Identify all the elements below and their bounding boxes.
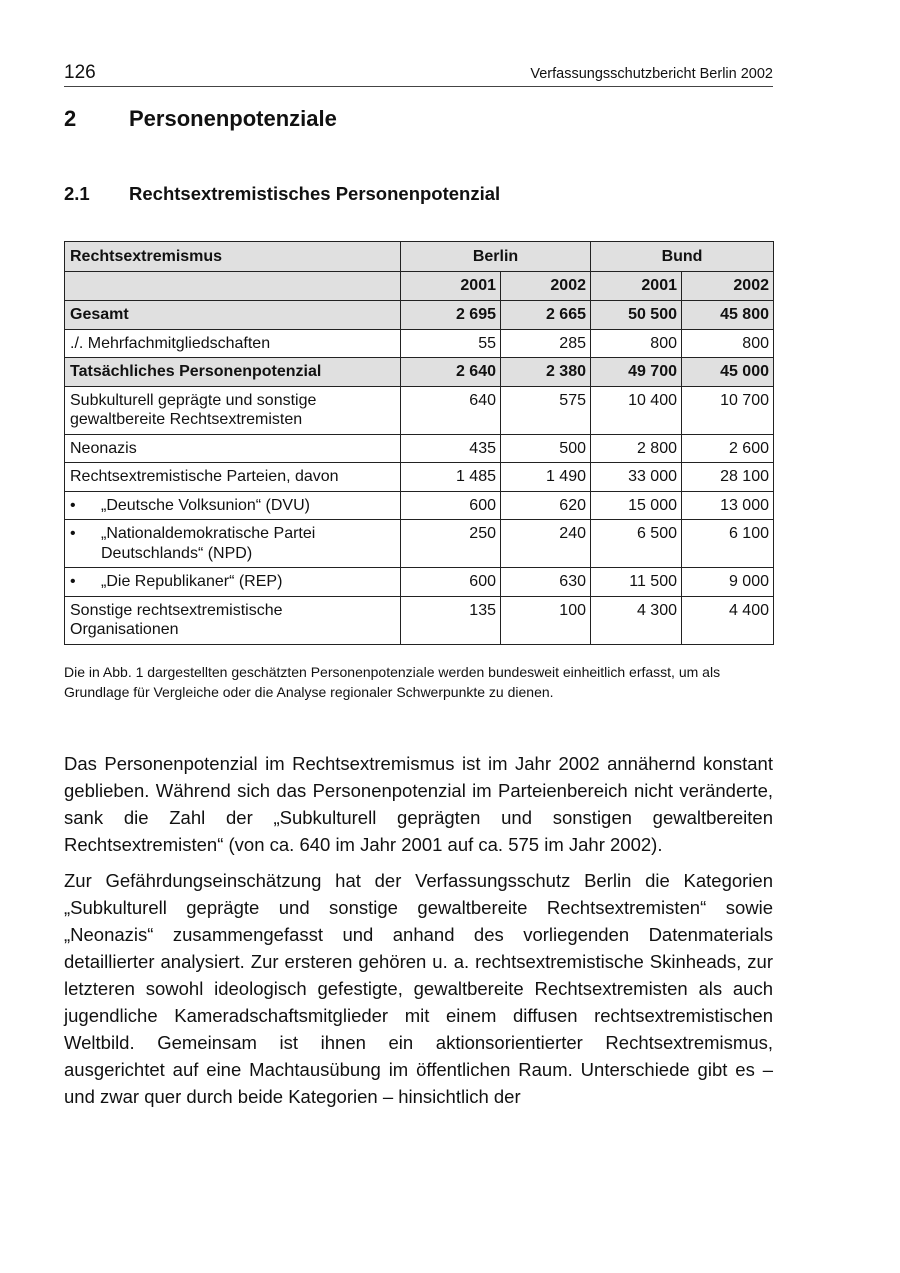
body-text <box>64 750 773 1119</box>
cell-value: 640 <box>401 386 501 434</box>
personenpotenzial-table <box>64 241 774 645</box>
row-label: Neonazis <box>65 434 401 463</box>
table-row-gesamt <box>65 301 774 330</box>
year-header-blank <box>65 272 401 301</box>
cell-value: 600 <box>401 491 501 520</box>
cell-value: 10 400 <box>591 386 682 434</box>
table-row <box>65 434 774 463</box>
year-header: 2001 <box>401 272 501 301</box>
cell-value: 435 <box>401 434 501 463</box>
bullet-icon: • <box>70 573 76 590</box>
table-row <box>65 568 774 597</box>
corner-header: Rechtsextremismus <box>65 242 401 272</box>
row-label: „Deutsche Volksunion“ (DVU) <box>101 496 310 514</box>
cell-value: 50 500 <box>591 301 682 330</box>
cell-value: 6 500 <box>591 520 682 568</box>
table-row-tatsaechlich <box>65 358 774 387</box>
table-row <box>65 520 774 568</box>
row-label: „Nationaldemokratische Partei Deutschlands“ (NPD) <box>101 525 316 562</box>
cell-value: 4 400 <box>682 596 774 644</box>
table-row <box>65 329 774 358</box>
cell-value: 135 <box>401 596 501 644</box>
section-heading <box>64 183 500 205</box>
cell-value: 13 000 <box>682 491 774 520</box>
cell-value: 10 700 <box>682 386 774 434</box>
row-label: Gesamt <box>65 301 401 330</box>
cell-value: 630 <box>501 568 591 597</box>
cell-value: 1 490 <box>501 463 591 492</box>
table-row <box>65 463 774 492</box>
cell-value: 2 380 <box>501 358 591 387</box>
cell-value: 575 <box>501 386 591 434</box>
group-header-bund: Bund <box>591 242 774 272</box>
section-title: Rechtsextremistisches Personenpotenzial <box>129 183 501 204</box>
cell-value: 45 800 <box>682 301 774 330</box>
chapter-title: Personenpotenziale <box>129 106 337 131</box>
table-caption: Die in Abb. 1 dargestellten geschätzten Personenpotenziale werden bundesweit einheitlich erfasst, um als Grundlage für Vergleiche oder die Analyse regionaler Schwerpunkte zu dienen. <box>64 664 721 700</box>
cell-value: 6 100 <box>682 520 774 568</box>
bullet-icon: • <box>70 525 76 542</box>
cell-value: 240 <box>501 520 591 568</box>
year-header: 2001 <box>591 272 682 301</box>
row-label: „Die Republikaner“ (REP) <box>101 573 283 590</box>
cell-value: 620 <box>501 491 591 520</box>
chapter-heading <box>64 106 337 132</box>
chapter-number: 2 <box>64 106 77 131</box>
cell-value: 4 300 <box>591 596 682 644</box>
cell-value: 33 000 <box>591 463 682 492</box>
cell-value: 55 <box>401 329 501 358</box>
row-label: Tatsächliches Personenpotenzial <box>65 358 401 387</box>
cell-value: 2 695 <box>401 301 501 330</box>
row-label-bulleted <box>65 491 401 520</box>
year-header: 2002 <box>682 272 774 301</box>
bullet-icon: • <box>70 496 76 514</box>
cell-value: 11 500 <box>591 568 682 597</box>
cell-value: 2 665 <box>501 301 591 330</box>
page-number: 126 <box>64 62 96 83</box>
table-row <box>65 386 774 434</box>
cell-value: 600 <box>401 568 501 597</box>
cell-value: 800 <box>682 329 774 358</box>
row-label: Subkulturell geprägte und sonstige gewaltbereite Rechtsextremisten <box>65 386 401 434</box>
cell-value: 2 800 <box>591 434 682 463</box>
page-header <box>64 60 773 87</box>
cell-value: 28 100 <box>682 463 774 492</box>
cell-value: 2 640 <box>401 358 501 387</box>
cell-value: 49 700 <box>591 358 682 387</box>
cell-value: 250 <box>401 520 501 568</box>
cell-value: 45 000 <box>682 358 774 387</box>
table-row <box>65 491 774 520</box>
cell-value: 100 <box>501 596 591 644</box>
row-label-bulleted <box>65 520 401 568</box>
row-label-bulleted <box>65 568 401 597</box>
row-label: Sonstige rechtsextremistische Organisationen <box>65 596 401 644</box>
year-header: 2002 <box>501 272 591 301</box>
cell-value: 2 600 <box>682 434 774 463</box>
cell-value: 500 <box>501 434 591 463</box>
row-label: ./. Mehrfachmitgliedschaften <box>65 329 401 358</box>
cell-value: 800 <box>591 329 682 358</box>
paragraph: Zur Gefährdungseinschätzung hat der Verfassungsschutz Berlin die Kategorien „Subkulturell geprägte und sonstige gewaltbereite Rechtsextremisten“ sowie „Neonazis“ zusammengefasst und anhand des vorliegenden Datenmaterials detaillierter analysiert. Zur ersteren gehören u. a. rechtsextremistische Skinheads, zur letzteren sowohl ideologisch gefestigte, gewaltbereite Rechtsextremisten als auch jugendliche Kameradschaftsmitglieder mit einem diffusen rechtsextremistischen Weltbild. Gemeinsam ist ihnen ein aktionsorientierter Rechtsextremismus, ausgerichtet auf eine Machtausübung im öffentlichen Raum. Unterschiede gibt es – und zwar quer durch beide Kategorien – hinsichtlich der <box>64 870 773 1107</box>
row-label: Rechtsextremistische Parteien, davon <box>65 463 401 492</box>
cell-value: 1 485 <box>401 463 501 492</box>
cell-value: 9 000 <box>682 568 774 597</box>
section-number: 2.1 <box>64 183 90 204</box>
table-row <box>65 596 774 644</box>
cell-value: 15 000 <box>591 491 682 520</box>
group-header-berlin: Berlin <box>401 242 591 272</box>
paragraph: Das Personenpotenzial im Rechtsextremismus ist im Jahr 2002 annähernd konstant geblieben. Während sich das Personenpotenzial im Parteienbereich nicht veränderte, sank die Zahl der „Subkulturell geprägten und sonstigen gewaltbereiten Rechtsextremisten“ (von ca. 640 im Jahr 2001 auf ca. 575 im Jahr 2002). <box>64 753 773 855</box>
cell-value: 285 <box>501 329 591 358</box>
running-title: Verfassungsschutzbericht Berlin 2002 <box>530 66 773 82</box>
